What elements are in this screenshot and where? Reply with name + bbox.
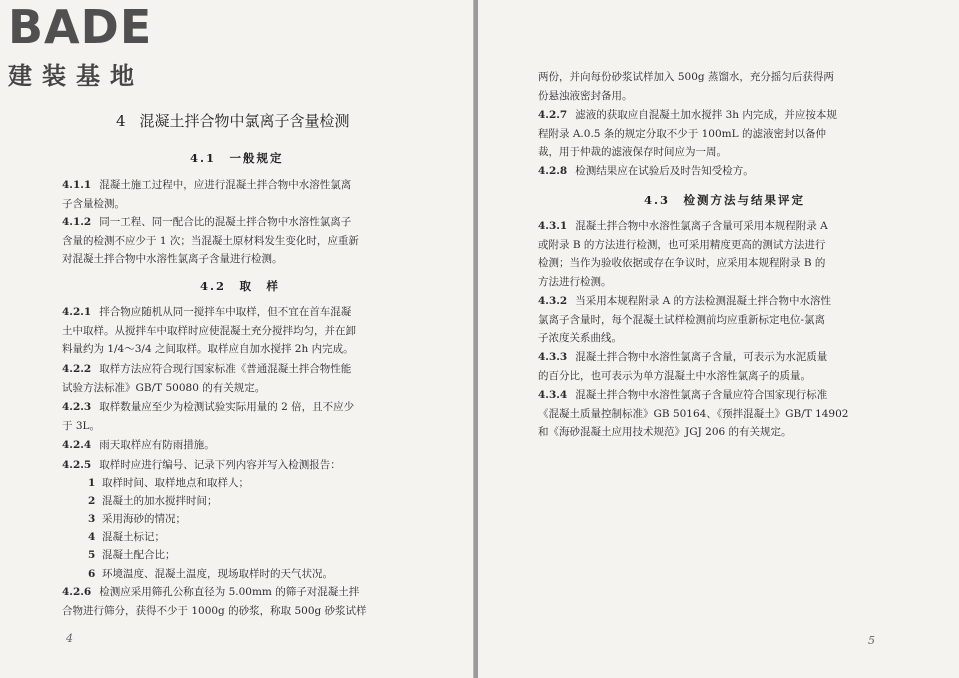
item-text: 取样时间、取样地点和取样人；	[102, 477, 249, 489]
item-text: 环境温度、混凝土温度，现场取样时的天气状况。	[102, 568, 333, 580]
clause-text-line: 料量约为 1/4～3/4 之间取样。取样应自加水搅拌 2h 内完成。	[62, 343, 354, 355]
clause-text-line: 和《海砂混凝土应用技术规范》JGJ 206 的有关规定。	[538, 426, 792, 438]
clause-4-2-1	[62, 303, 356, 359]
clause-text-line: 两份，并向每份砂浆试样加入 500g 蒸馏水，充分摇匀后获得两	[538, 71, 834, 83]
clause-text-line: 取样时应进行编号、记录下列内容并写入检测报告：	[99, 459, 341, 471]
list-item	[88, 528, 165, 547]
clause-text-line: 混凝土拌合物中水溶性氯离子含量应符合国家现行标准	[575, 389, 828, 401]
clause-4-3-1	[538, 217, 828, 291]
clause-text-line: 混凝土拌合物中水溶性氯离子含量，可表示为水泥质量	[575, 351, 828, 363]
item-number: 2	[88, 495, 96, 507]
right-page	[478, 0, 959, 678]
clause-4-2-6	[62, 583, 367, 620]
clause-text-line: 对混凝土拌合物中水溶性氯离子含量进行检测。	[62, 253, 283, 265]
clause-text-line: 合物进行筛分，获得不少于 1000g 的砂浆，称取 500g 砂浆试样	[62, 604, 367, 617]
list-item	[88, 492, 218, 511]
clause-4-3-4	[538, 386, 848, 442]
clause-text-line: 试验方法标准》GB/T 50080 的有关规定。	[62, 381, 266, 394]
chapter-title	[116, 110, 350, 131]
item-number: 4	[88, 531, 96, 543]
item-text: 采用海砂的情况；	[102, 513, 186, 525]
clause-number: 4.2.2	[62, 363, 92, 375]
clause-text-line: 取样方法应符合现行国家标准《普通混凝土拌合物性能	[99, 363, 352, 375]
logo-subtitle: 建装基地	[8, 62, 144, 90]
section-4-2-heading: 4.2 取 样	[200, 279, 281, 293]
clause-number: 4.2.8	[538, 165, 568, 177]
item-text: 混凝土配合比；	[102, 549, 176, 561]
clause-text-line: 子浓度关系曲线。	[538, 332, 622, 344]
clause-text-line: 土中取样。从搅拌车中取样时应使混凝土充分搅拌均匀，并在卸	[62, 324, 356, 337]
clause-4-1-2	[62, 213, 359, 269]
clause-number: 4.2.7	[538, 109, 568, 121]
clause-text-line: 裁，用于仲裁的滤液保存时间应为一周。	[538, 146, 727, 158]
clause-text-line: 混凝土拌合物中水溶性氯离子含量可采用本规程附录 A	[575, 220, 828, 232]
clause-text-line: 含量的检测不应少于 1 次；当混凝土原材料发生变化时，应重新	[62, 234, 359, 247]
left-page	[0, 0, 474, 678]
clause-text-line: 雨天取样应有防雨措施。	[99, 439, 215, 451]
clause-number: 4.2.5	[62, 459, 92, 471]
list-item	[88, 474, 249, 493]
clause-text-line: 检测结果应在试验后及时告知受检方。	[575, 165, 754, 177]
clause-number: 4.3.2	[538, 295, 568, 307]
clause-text-line: 于 3L。	[62, 419, 100, 432]
section-4-1-heading: 4.1 一般规定	[190, 151, 284, 165]
item-text: 混凝土标记；	[102, 531, 165, 543]
clause-number: 4.1.1	[62, 179, 92, 191]
item-number: 1	[88, 477, 96, 489]
clause-text-line: 滤液的获取应自混凝土加水搅拌 3h 内完成，并应按本规	[575, 109, 837, 121]
clause-number: 4.2.1	[62, 306, 92, 318]
clause-text-line: 检测应采用筛孔公称直径为 5.00mm 的筛子对混凝土拌	[99, 586, 360, 598]
chapter-title-text: 混凝土拌合物中氯离子含量检测	[139, 112, 350, 130]
clause-text-line: 当采用本规程附录 A 的方法检测混凝土拌合物中水溶性	[575, 295, 831, 307]
item-number: 5	[88, 549, 96, 561]
clause-text-line: 子含量检测。	[62, 197, 125, 210]
clause-text-line: 检测；当作为验收依据或存在争议时，应采用本规程附录 B 的	[538, 257, 826, 269]
clause-4-2-5	[62, 456, 341, 475]
list-item	[88, 546, 176, 565]
item-number: 3	[88, 513, 96, 525]
clause-4-2-7	[538, 106, 837, 162]
clause-number: 4.2.3	[62, 401, 92, 413]
chapter-number: 4	[116, 112, 126, 130]
clause-number: 4.2.4	[62, 439, 92, 451]
clause-4-2-6-continued	[538, 68, 834, 105]
list-item	[88, 565, 333, 584]
clause-number: 4.2.6	[62, 586, 92, 598]
clause-4-2-2	[62, 360, 351, 397]
clause-4-3-3	[538, 348, 827, 385]
clause-text-line: 的百分比，也可表示为单方混凝土中水溶性氯离子的质量。	[538, 369, 811, 382]
clause-text-line: 程附录 A.0.5 条的规定分取不少于 100mL 的滤液密封以备仲	[538, 127, 826, 140]
clause-text-line: 取样数量应至少为检测试验实际用量的 2 倍，且不应少	[99, 401, 355, 413]
section-4-3-heading: 4.3 检测方法与结果评定	[644, 193, 806, 207]
logo-word: BADE	[8, 0, 153, 54]
clause-text-line: 氯离子含量时，每个混凝土试样检测前均应重新标定电位-氯离	[538, 313, 826, 326]
page-number: 4	[66, 632, 73, 645]
clause-text-line: 《混凝土质量控制标准》GB 50164、《预拌混凝土》GB/T 14902	[538, 407, 849, 420]
clause-number: 4.1.2	[62, 216, 92, 228]
clause-text-line: 份悬浊液密封备用。	[538, 89, 633, 102]
bade-logo	[8, 0, 153, 91]
item-number: 6	[88, 568, 96, 580]
clause-text-line: 拌合物应随机从同一搅拌车中取样，但不宜在首车混凝	[99, 306, 352, 318]
clause-text-line: 或附录 B 的方法进行检测，也可采用精度更高的测试方法进行	[538, 238, 826, 251]
item-text: 混凝土的加水搅拌时间；	[102, 495, 218, 507]
clause-4-2-8	[538, 162, 754, 181]
clause-4-2-4	[62, 436, 215, 455]
clause-4-2-3	[62, 398, 354, 435]
clause-text-line: 混凝土施工过程中，应进行混凝土拌合物中水溶性氯离	[99, 179, 352, 191]
clause-4-3-2	[538, 292, 831, 348]
list-item	[88, 510, 186, 529]
page-number: 5	[868, 634, 875, 647]
clause-4-1-1	[62, 176, 351, 213]
clause-number: 4.3.1	[538, 220, 568, 232]
clause-text-line: 方法进行检测。	[538, 275, 612, 288]
clause-text-line: 同一工程、同一配合比的混凝土拌合物中水溶性氯离子	[99, 216, 352, 228]
clause-number: 4.3.4	[538, 389, 568, 401]
clause-number: 4.3.3	[538, 351, 568, 363]
